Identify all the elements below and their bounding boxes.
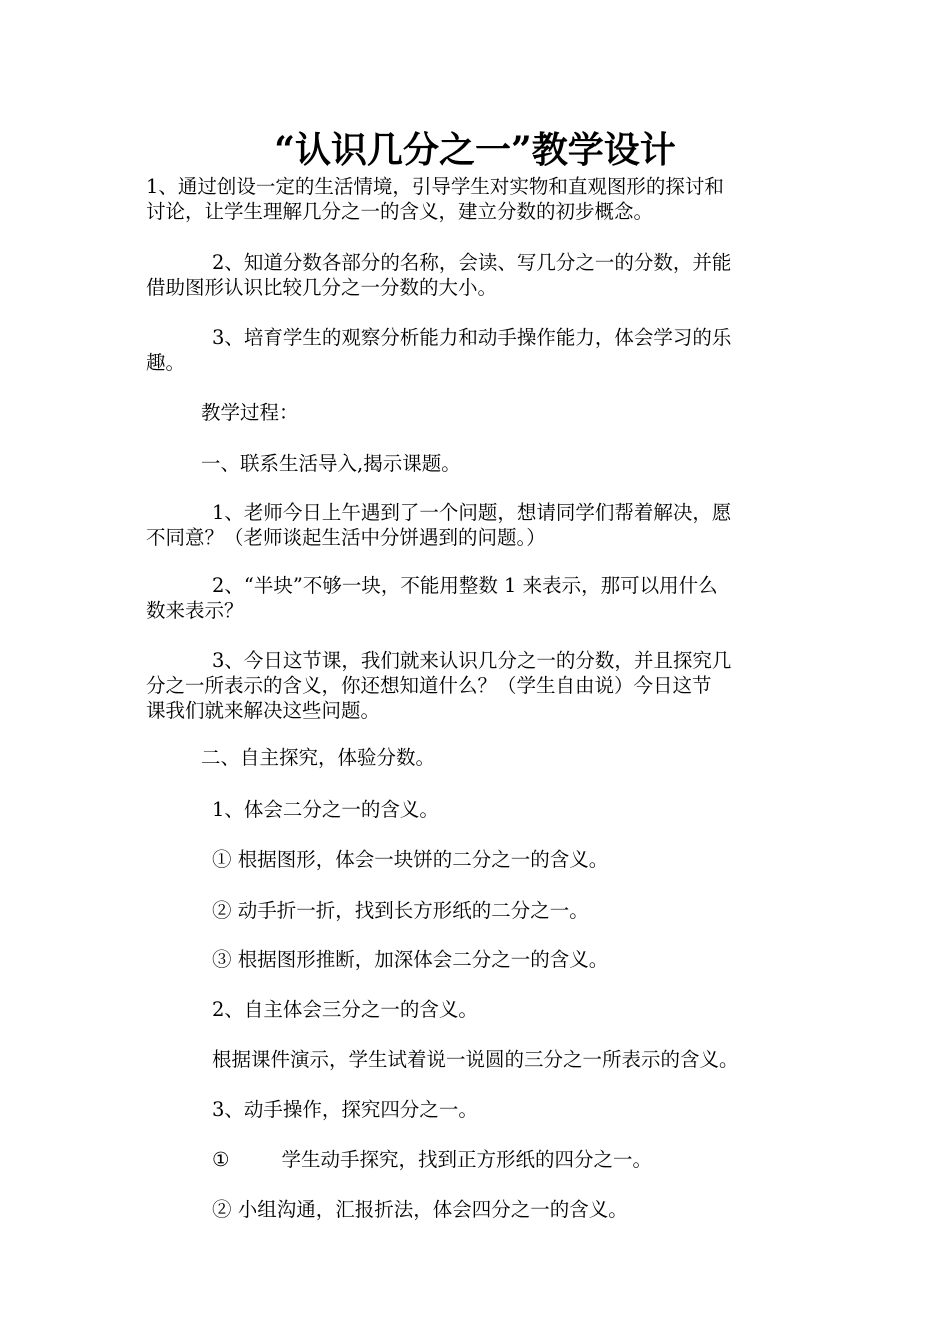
step-2-1-b-text: ② 动手折一折，找到长方形纸的二分之一。: [212, 899, 589, 922]
step-2-2: [212, 997, 874, 1022]
step-2-3-text: 3、动手操作，探究四分之一。: [212, 1098, 478, 1121]
step-2-2-a: [212, 1047, 808, 1072]
objective-2: [146, 250, 808, 300]
step-2-1-c: [212, 947, 874, 972]
step-1-3-line-3: 课我们就来解决这些问题。: [146, 699, 381, 722]
step-2-2-text: 2、自主体会三分之一的含义。: [212, 998, 478, 1021]
step-1-3-line-2: 分之一所表示的含义，你还想知道什么？（学生自由说）今日这节: [146, 674, 712, 697]
step-1-3-line-1: 3、今日这节课，我们就来认识几分之一的分数，并且探究几: [212, 649, 732, 672]
objective-1: [146, 174, 808, 224]
step-2-2-a-text: 根据课件演示，学生试着说一说圆的三分之一所表示的含义。: [212, 1048, 739, 1071]
objective-2-line-1: 2、知道分数各部分的名称，会读、写几分之一的分数，并能: [212, 251, 732, 274]
section-2-heading-text: 二、自主探究，体验分数。: [201, 746, 436, 769]
step-2-1-a: [212, 847, 874, 872]
objective-3-line-2: 趣。: [146, 351, 186, 374]
step-2-3-b: [212, 1197, 874, 1222]
step-2-1-b: [212, 898, 874, 923]
step-2-1-c-text: ③ 根据图形推断，加深体会二分之一的含义。: [212, 948, 609, 971]
step-2-3-a: [212, 1147, 874, 1172]
section-2-heading: [201, 745, 863, 770]
step-2-3: [212, 1097, 874, 1122]
process-heading-text: 教学过程：: [201, 401, 299, 424]
step-1-1-line-1: 1、老师今日上午遇到了一个问题，想请同学们帮着解决，愿: [212, 501, 732, 524]
step-1-3: [146, 648, 808, 723]
step-1-1-line-2: 不同意？（老师谈起生活中分饼遇到的问题。）: [146, 526, 546, 549]
step-2-3-a-marker: ①: [212, 1148, 230, 1171]
objective-1-line-2: 讨论，让学生理解几分之一的含义，建立分数的初步概念。: [146, 200, 654, 223]
objective-1-line-1: 1、通过创设一定的生活情境，引导学生对实物和直观图形的探讨和: [146, 175, 724, 198]
objective-2-line-2: 借助图形认识比较几分之一分数的大小。: [146, 276, 498, 299]
objective-3: [146, 325, 808, 375]
step-2-3-a-line: [212, 1147, 874, 1172]
section-1-heading-text: 一、联系生活导入,揭示课题。: [201, 452, 461, 475]
step-1-2: [146, 573, 808, 623]
document-title: “认识几分之一”教学设计: [274, 129, 676, 171]
step-2-3-a-text: 学生动手探究，找到正方形纸的四分之一。: [281, 1148, 652, 1171]
step-1-1: [146, 500, 808, 550]
objective-3-line-1: 3、培育学生的观察分析能力和动手操作能力，体会学习的乐: [212, 326, 732, 349]
step-2-1-text: 1、体会二分之一的含义。: [212, 798, 439, 821]
step-2-1: [212, 797, 874, 822]
step-1-2-line-1: 2、“半块”不够一块，不能用整数 1 来表示，那可以用什么: [212, 574, 718, 597]
process-heading: [201, 400, 863, 425]
step-2-3-b-text: ② 小组沟通，汇报折法，体会四分之一的含义。: [212, 1198, 628, 1221]
section-1-heading: [201, 451, 863, 476]
step-2-1-a-text: ① 根据图形，体会一块饼的二分之一的含义。: [212, 848, 609, 871]
step-1-2-line-2: 数来表示？: [146, 599, 244, 622]
